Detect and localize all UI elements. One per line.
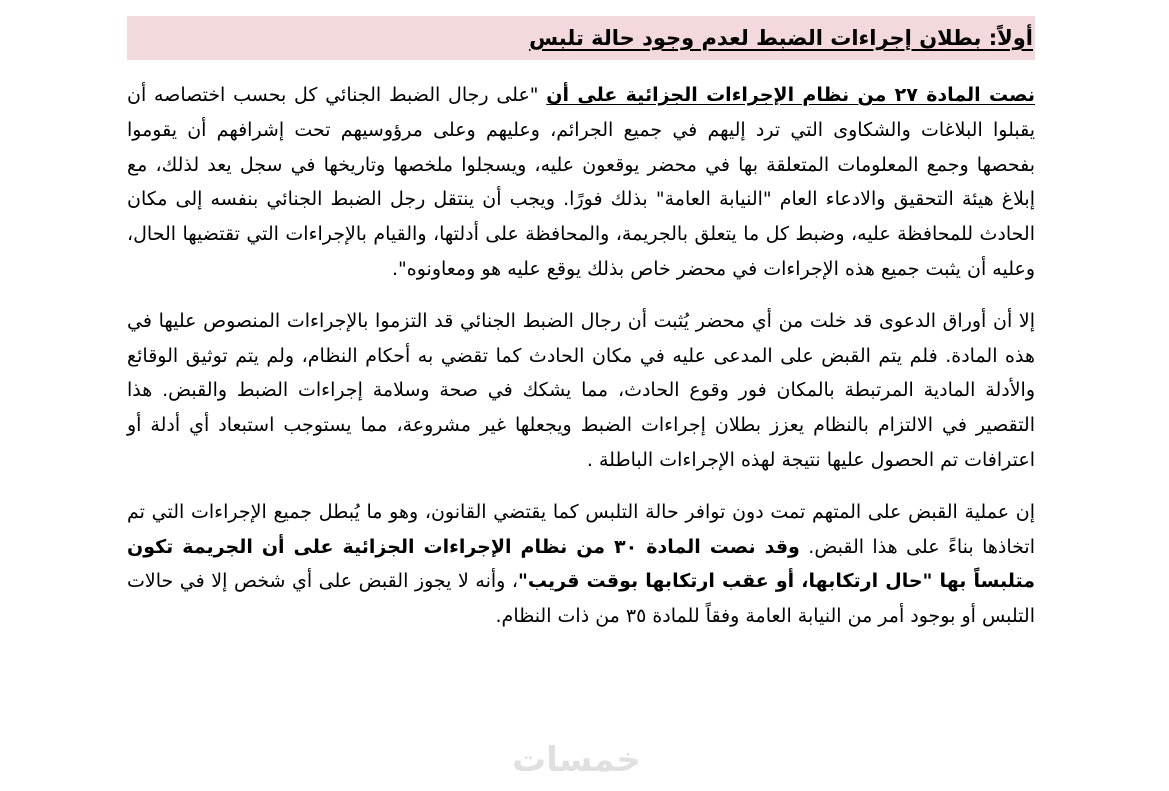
section-heading-band: [127, 16, 1035, 60]
document-body: [127, 16, 1035, 634]
paragraph-no-flagrante: [127, 495, 1035, 634]
flagrante-conclusion: ، وأنه لا يجوز القبض على أي شخص إلا في حالات التلبس أو بوجود أمر من النيابة العامة وفقاً للمادة ٣٥ من ذات النظام.: [127, 570, 1035, 628]
flagrante-intro: إن عملية القبض على المتهم تمت دون توافر حالة التلبس كما يقتضي القانون، وهو ما يُبطل جميع الإجراءات التي تم اتخاذها بناءً على هذا القبض.: [127, 500, 1035, 558]
article-30-quote: وقد نصت المادة ٣٠ من نظام الإجراءات الجزائية على أن الجريمة تكون متلبساً بها "حال ارتكابها، أو عقب ارتكابها بوقت قريب": [127, 535, 1035, 593]
paragraph-no-record: إلا أن أوراق الدعوى قد خلت من أي محضر يُثبت أن رجال الضبط الجنائي قد التزموا بالإجراءات المنصوص عليها في هذه المادة. فلم يتم القبض على المدعى عليه في مكان الحادث كما تقضي به أحكام النظام، ولم يتم توثيق الوقائع والأدلة المادية المرتبطة بالمكان فور وقوع الحادث، مما يشكك في صحة وسلامة إجراءات الضبط والقبض. هذا التقصير في الالتزام بالنظام يعزز بطلان إجراءات الضبط ويجعلها غير مشروعة، مما يستوجب استبعاد أي أدلة أو اعترافات تم الحصول عليها نتيجة لهذه الإجراءات الباطلة .: [127, 309, 1035, 471]
article-27-lead: نصت المادة ٢٧ من نظام الإجراءات الجزائية على أن: [546, 84, 1036, 106]
paragraph-article-27: [127, 78, 1035, 287]
article-27-quote: "على رجال الضبط الجنائي كل بحسب اختصاصه أن يقبلوا البلاغات والشكاوى التي ترد إليهم في جميع الجرائم، وعليهم وعلى مرؤوسيهم تحت إشرافهم أن يقوموا بفحصها وجمع المعلومات المتعلقة بها في محضر يوقعون عليه، ويسجلوا ملخصها وتاريخها في سجل يعد لذلك، مع إبلاغ هيئة التحقيق والادعاء العام "النيابة العامة" بذلك فورًا. ويجب أن ينتقل رجل الضبط الجنائي بنفسه إلى مكان الحادث للمحافظة عليه، وضبط كل ما يتعلق بالجريمة، والمحافظة على أدلتها، والقيام بالإجراءات التي تقتضيها الحال، وعليه أن يثبت جميع هذه الإجراءات في محضر خاص بذلك يوقع عليه هو ومعاونوه".: [127, 84, 1035, 280]
section-heading: أولاً: بطلان إجراءات الضبط لعدم وجود حالة تلبس: [529, 26, 1033, 50]
watermark-logo: خمسات: [512, 740, 641, 780]
